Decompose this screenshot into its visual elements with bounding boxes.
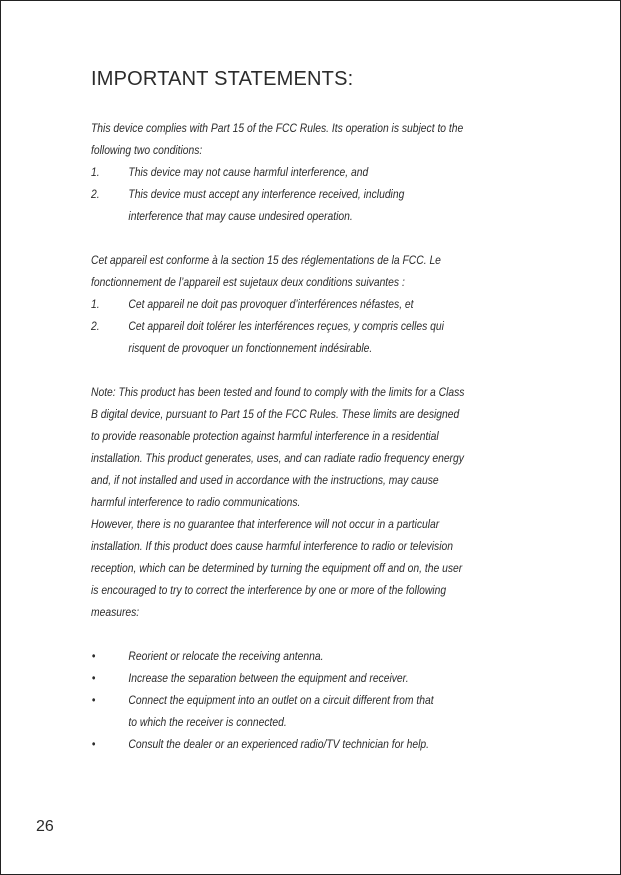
note-line: to provide reasonable protection against harmful interference in a residential [91, 429, 439, 443]
measure-text: Reorient or relocate the receiving antenna. [128, 649, 324, 663]
list-number: 2. [91, 187, 100, 201]
spacer [91, 623, 469, 645]
list-number: 1. [91, 297, 100, 311]
statements-body [91, 117, 469, 755]
condition-text: This device must accept any interference received, including [128, 187, 405, 201]
condition-text: Cet appareil doit tolérer les interférences reçues, y compris celles qui [128, 319, 444, 333]
note-line: harmful interference to radio communications. [91, 495, 301, 509]
condition-text: risquent de provoquer un fonctionnement indésirable. [128, 341, 373, 355]
page-title: IMPORTANT STATEMENTS: [91, 68, 354, 90]
fcc-en-intro-line: This device complies with Part 15 of the FCC Rules. Its operation is subject to the [91, 121, 464, 135]
note-line: is encouraged to try to correct the interference by one or more of the following [91, 583, 447, 597]
list-item [91, 667, 469, 689]
list-number: 2. [91, 319, 100, 333]
condition-text: Cet appareil ne doit pas provoquer d’interférences néfastes, et [128, 297, 414, 311]
condition-text: This device may not cause harmful interference, and [128, 165, 369, 179]
class-b-note [91, 381, 469, 623]
note-line: and, if not installed and used in accordance with the instructions, may cause [91, 473, 439, 487]
page-number: 26 [36, 818, 54, 835]
note-line: However, there is no guarantee that interference will not occur in a particular [91, 517, 440, 531]
bullet-icon: • [91, 737, 96, 751]
bullet-icon: • [91, 671, 96, 685]
fcc-statement-en [91, 117, 469, 227]
list-number: 1. [91, 165, 100, 179]
list-item [91, 689, 469, 733]
fcc-en-condition-1 [91, 161, 469, 183]
spacer [91, 227, 469, 249]
list-item [91, 645, 469, 667]
fcc-fr-intro-line: Cet appareil est conforme à la section 15 des réglementations de la FCC. Le [91, 253, 441, 267]
measure-text: Consult the dealer or an experienced radio/TV technician for help. [128, 737, 430, 751]
bullet-icon: • [91, 649, 96, 663]
note-line: reception, which can be determined by turning the equipment off and on, the user [91, 561, 463, 575]
measure-text: to which the receiver is connected. [128, 715, 287, 729]
spacer [91, 359, 469, 381]
fcc-en-intro-line: following two conditions: [91, 143, 203, 157]
fcc-statement-fr [91, 249, 469, 359]
note-line: installation. If this product does cause harmful interference to radio or television [91, 539, 453, 553]
note-line: measures: [91, 605, 140, 619]
fcc-fr-condition-2 [91, 315, 469, 359]
measures-list [91, 645, 469, 755]
bullet-icon: • [91, 693, 96, 707]
measure-text: Connect the equipment into an outlet on a circuit different from that [128, 693, 434, 707]
note-line: Note: This product has been tested and found to comply with the limits for a Class [91, 385, 465, 399]
measure-text: Increase the separation between the equipment and receiver. [128, 671, 409, 685]
condition-text: interference that may cause undesired operation. [128, 209, 353, 223]
note-line: B digital device, pursuant to Part 15 of the FCC Rules. These limits are designed [91, 407, 460, 421]
list-item [91, 733, 469, 755]
fcc-fr-intro-line: fonctionnement de l’appareil est sujetaux deux conditions suivantes : [91, 275, 405, 289]
fcc-en-condition-2 [91, 183, 469, 227]
note-line: installation. This product generates, uses, and can radiate radio frequency energy [91, 451, 464, 465]
fcc-fr-condition-1 [91, 293, 469, 315]
